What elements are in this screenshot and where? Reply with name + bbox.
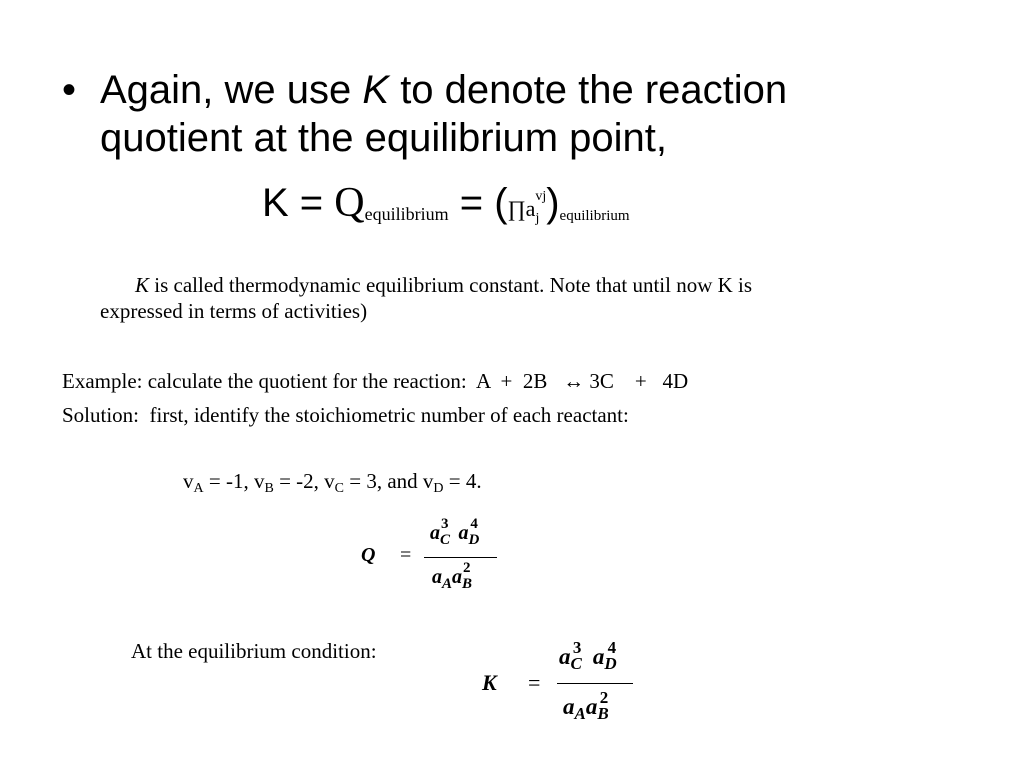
q-den-sub-b: B: [462, 576, 473, 592]
v-sub-d: D: [433, 481, 444, 496]
k-num-sup-d: 4: [607, 638, 617, 657]
v-d-value: = 4.: [443, 469, 482, 493]
v-sub-b: B: [264, 481, 274, 496]
q-fraction-denominator: [432, 560, 473, 592]
stoichiometric-values: [183, 468, 482, 502]
eq-equals-2: =: [448, 181, 495, 225]
q-num-a2: a: [458, 522, 469, 544]
q-num-a1: a: [430, 522, 440, 544]
v-b-value: = -2,: [273, 469, 325, 493]
example-text: Example: calculate the quotient for the reaction: A + 2B ↔ 3C + 4D: [62, 369, 689, 393]
k-den-a2: a: [585, 694, 598, 719]
q-den-sup-b: 2: [463, 560, 471, 576]
k-fraction-equals: =: [528, 670, 541, 695]
q-num-sub-d: D: [468, 532, 480, 548]
q-den-a2: a: [452, 566, 463, 588]
eq-activity-vj: vj: [535, 189, 547, 204]
eq-equals-1: =: [288, 181, 335, 225]
bullet-text-prefix: Again, we use: [100, 68, 363, 112]
v-symbol: v: [324, 469, 335, 493]
solution-text: Solution: first, identify the stoichiometric number of each reactant:: [62, 403, 629, 427]
bullet-marker: •: [62, 68, 77, 112]
q-fraction-bar: [424, 557, 497, 558]
v-a-value: = -1,: [203, 469, 254, 493]
v-c-value: = 3, and: [344, 469, 423, 493]
k-den-sub-a: A: [574, 704, 586, 723]
q-num-sup-c: 3: [441, 516, 449, 532]
bullet-text-line-1: [100, 66, 787, 114]
k-num-a2: a: [592, 644, 605, 669]
v-sub-a: A: [193, 481, 204, 496]
eq-q: Q: [334, 180, 365, 226]
q-num-sub-c: C: [440, 532, 451, 548]
eq-close-paren: ): [546, 181, 560, 225]
q-den-sub-a: A: [442, 576, 453, 592]
note-line-1: [135, 272, 752, 298]
k-fraction-label: K: [482, 670, 497, 695]
bullet-k-symbol: K: [362, 68, 390, 112]
k-num-sup-c: 3: [572, 638, 582, 657]
q-den-a1: a: [432, 566, 442, 588]
eq-product-symbol: ∏: [507, 196, 526, 221]
v-symbol: v: [183, 469, 194, 493]
eq-equilibrium-subscript: equilibrium: [559, 208, 630, 224]
k-num-a1: a: [559, 644, 571, 669]
k-den-sup-b: 2: [599, 688, 609, 707]
k-num-sub-d: D: [604, 654, 617, 673]
k-num-sub-c: C: [570, 654, 582, 673]
k-fraction-numerator: [559, 638, 617, 673]
at-equilibrium-text: At the equilibrium condition:: [131, 639, 377, 663]
eq-open-paren: (: [494, 181, 508, 225]
note-line-1-text: is called thermodynamic equilibrium constant. Note that until now K is: [149, 273, 753, 297]
q-fraction-equals: =: [400, 544, 412, 566]
k-equals-q-equation: [262, 172, 630, 244]
eq-k: K: [262, 181, 289, 225]
k-den-a1: a: [563, 694, 575, 719]
q-fraction-numerator: [430, 516, 480, 548]
note-k-symbol: K: [135, 273, 150, 297]
v-symbol: v: [422, 469, 434, 493]
note-line-2: expressed in terms of activities): [100, 299, 368, 323]
eq-activity-j: j: [535, 211, 540, 226]
q-fraction-label: Q: [361, 544, 376, 566]
k-fraction-denominator: [563, 688, 609, 723]
k-den-sub-b: B: [597, 704, 609, 723]
eq-q-subscript: equilibrium: [364, 204, 449, 224]
eq-activity-a: a: [525, 196, 536, 221]
v-symbol: v: [253, 469, 265, 493]
bullet-text-suffix: to denote the reaction: [389, 68, 788, 112]
v-sub-c: C: [334, 481, 344, 496]
k-fraction-bar: [557, 683, 633, 684]
bullet-text-line-2: quotient at the equilibrium point,: [100, 116, 668, 160]
q-num-sup-d: 4: [470, 516, 478, 532]
